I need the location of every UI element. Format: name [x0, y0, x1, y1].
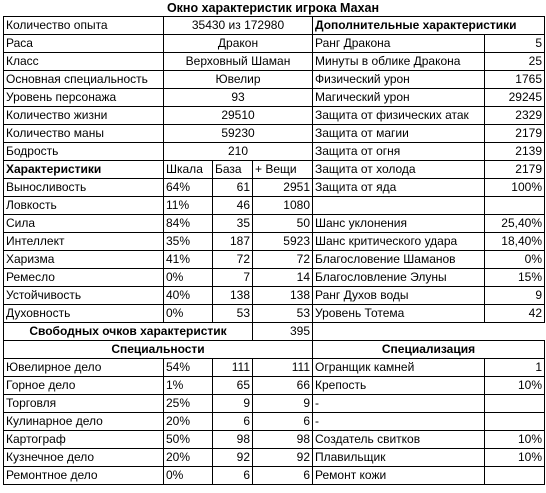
specialty-name: Торговля	[4, 395, 164, 413]
characteristic-base: 72	[213, 251, 253, 269]
specialty-row	[4, 467, 545, 485]
additional-label: Шанс уклонения	[313, 215, 485, 233]
specialty-row	[4, 431, 545, 449]
specialization-value	[485, 467, 545, 485]
section-header-row	[4, 341, 545, 359]
specialty-row	[4, 359, 545, 377]
characteristic-base: 138	[213, 287, 253, 305]
basic-label: Количество маны	[4, 125, 164, 143]
stats-table	[3, 16, 545, 485]
characteristic-row	[4, 251, 545, 269]
specialization-label: Плавильщик	[313, 449, 485, 467]
additional-label: Защита от огня	[313, 143, 485, 161]
additional-value: 0%	[485, 251, 545, 269]
basic-value: Дракон	[164, 35, 313, 53]
specialty-base: 65	[213, 377, 253, 395]
characteristic-scale: 11%	[164, 197, 213, 215]
stats-table-body	[4, 17, 545, 485]
additional-value: 25,40%	[485, 215, 545, 233]
specialization-value: 10%	[485, 449, 545, 467]
additional-label	[313, 197, 485, 215]
basic-label: Количество жизни	[4, 107, 164, 125]
characteristic-scale: 0%	[164, 305, 213, 323]
characteristic-items: 5923	[253, 233, 313, 251]
characteristics-header-row	[4, 161, 545, 179]
additional-label: Физический урон	[313, 71, 485, 89]
basic-row	[4, 107, 545, 125]
specialty-row	[4, 395, 545, 413]
specialization-value	[485, 395, 545, 413]
additional-value: 25	[485, 53, 545, 71]
specialization-value: 10%	[485, 377, 545, 395]
specialty-items: 92	[253, 449, 313, 467]
specialization-value: 1	[485, 359, 545, 377]
free-points-label: Свободных очков характеристик	[4, 323, 253, 341]
specialty-name: Картограф	[4, 431, 164, 449]
specialty-name: Горное дело	[4, 377, 164, 395]
additional-value: 2179	[485, 161, 545, 179]
specialization-value	[485, 413, 545, 431]
characteristic-name: Выносливость	[4, 179, 164, 197]
characteristic-row	[4, 233, 545, 251]
basic-label: Бодрость	[4, 143, 164, 161]
specialization-label: Огранщик камней	[313, 359, 485, 377]
basic-row	[4, 35, 545, 53]
specialty-scale: 50%	[164, 431, 213, 449]
basic-row	[4, 71, 545, 89]
specialization-value: 10%	[485, 431, 545, 449]
specialties-header: Специальности	[4, 341, 313, 359]
empty-cell	[313, 323, 485, 341]
specialty-name: Кулинарное дело	[4, 413, 164, 431]
specialty-scale: 20%	[164, 413, 213, 431]
additional-value: 2179	[485, 125, 545, 143]
specialty-items: 98	[253, 431, 313, 449]
additional-label: Уровень Тотема	[313, 305, 485, 323]
specialty-base: 98	[213, 431, 253, 449]
characteristic-items: 2951	[253, 179, 313, 197]
specialty-items: 6	[253, 467, 313, 485]
specialty-scale: 1%	[164, 377, 213, 395]
exp-label: Количество опыта	[4, 17, 164, 35]
characteristic-scale: 84%	[164, 215, 213, 233]
specialization-label: Крепость	[313, 377, 485, 395]
characteristic-row	[4, 215, 545, 233]
characteristic-row	[4, 197, 545, 215]
specialization-header: Специализация	[313, 341, 545, 359]
sheet-title: Окно характеристик игрока Махан	[166, 1, 380, 15]
characteristic-base: 53	[213, 305, 253, 323]
additional-value: 2329	[485, 107, 545, 125]
additional-label: Шанс критического удара	[313, 233, 485, 251]
additional-label: Магический урон	[313, 89, 485, 107]
specialty-row	[4, 449, 545, 467]
characteristic-row	[4, 287, 545, 305]
basic-value: Ювелир	[164, 71, 313, 89]
basic-value: 93	[164, 89, 313, 107]
specialty-base: 9	[213, 395, 253, 413]
free-points-value: 395	[253, 323, 313, 341]
additional-label: Защита от холода	[313, 161, 485, 179]
basic-label: Основная специальность	[4, 71, 164, 89]
base-header: База	[213, 161, 253, 179]
additional-label: Защита от физических атак	[313, 107, 485, 125]
specialty-items: 6	[253, 413, 313, 431]
additional-value: 2139	[485, 143, 545, 161]
characteristic-base: 46	[213, 197, 253, 215]
characteristic-name: Устойчивость	[4, 287, 164, 305]
additional-label: Минуты в облике Дракона	[313, 53, 485, 71]
characteristic-name: Ловкость	[4, 197, 164, 215]
specialty-scale: 0%	[164, 467, 213, 485]
basic-row	[4, 89, 545, 107]
characteristic-name: Харизма	[4, 251, 164, 269]
characteristic-scale: 41%	[164, 251, 213, 269]
specialization-label: -	[313, 395, 485, 413]
characteristic-scale: 40%	[164, 287, 213, 305]
basic-row	[4, 125, 545, 143]
basic-row	[4, 53, 545, 71]
additional-label: Благословение Шаманов	[313, 251, 485, 269]
specialty-row	[4, 413, 545, 431]
basic-value: 29510	[164, 107, 313, 125]
items-header: + Вещи	[253, 161, 313, 179]
specialty-base: 111	[213, 359, 253, 377]
specialty-base: 92	[213, 449, 253, 467]
characteristic-items: 72	[253, 251, 313, 269]
basic-value: 59230	[164, 125, 313, 143]
characteristic-name: Духовность	[4, 305, 164, 323]
characteristic-name: Сила	[4, 215, 164, 233]
scale-header: Шкала	[164, 161, 213, 179]
specialty-items: 66	[253, 377, 313, 395]
specialty-row	[4, 377, 545, 395]
additional-label: Ранг Дракона	[313, 35, 485, 53]
characteristic-row	[4, 269, 545, 287]
additional-label: Благословление Элуны	[313, 269, 485, 287]
characteristic-items: 138	[253, 287, 313, 305]
additional-label: Защита от магии	[313, 125, 485, 143]
additional-value: 42	[485, 305, 545, 323]
empty-cell	[485, 323, 545, 341]
characteristic-base: 7	[213, 269, 253, 287]
characteristic-base: 35	[213, 215, 253, 233]
additional-header: Дополнительные характеристики	[313, 17, 545, 35]
characteristic-base: 187	[213, 233, 253, 251]
basic-row	[4, 143, 545, 161]
exp-row	[4, 17, 545, 35]
specialization-label: Ремонт кожи	[313, 467, 485, 485]
basic-value: Верховный Шаман	[164, 53, 313, 71]
basic-label: Класс	[4, 53, 164, 71]
characteristic-scale: 64%	[164, 179, 213, 197]
additional-value: 15%	[485, 269, 545, 287]
specialty-base: 6	[213, 413, 253, 431]
characteristic-name: Ремесло	[4, 269, 164, 287]
characteristic-base: 61	[213, 179, 253, 197]
characteristic-row	[4, 305, 545, 323]
specialty-name: Кузнечное дело	[4, 449, 164, 467]
additional-value: 9	[485, 287, 545, 305]
characteristic-scale: 0%	[164, 269, 213, 287]
characteristic-scale: 35%	[164, 233, 213, 251]
additional-value: 5	[485, 35, 545, 53]
additional-value: 29245	[485, 89, 545, 107]
additional-label: Защита от яда	[313, 179, 485, 197]
characteristic-items: 53	[253, 305, 313, 323]
specialty-scale: 20%	[164, 449, 213, 467]
additional-value: 18,40%	[485, 233, 545, 251]
characteristic-row	[4, 179, 545, 197]
additional-label: Ранг Духов воды	[313, 287, 485, 305]
additional-value: 1765	[485, 71, 545, 89]
specialty-name: Ювелирное дело	[4, 359, 164, 377]
specialization-label: Создатель свитков	[313, 431, 485, 449]
basic-value: 210	[164, 143, 313, 161]
free-points-row	[4, 323, 545, 341]
characteristics-header: Характеристики	[4, 161, 164, 179]
characteristic-name: Интеллект	[4, 233, 164, 251]
exp-value: 35430 из 172980	[164, 17, 313, 35]
specialty-items: 111	[253, 359, 313, 377]
specialty-base: 6	[213, 467, 253, 485]
specialty-name: Ремонтное дело	[4, 467, 164, 485]
specialty-scale: 54%	[164, 359, 213, 377]
specialty-scale: 25%	[164, 395, 213, 413]
characteristic-items: 50	[253, 215, 313, 233]
characteristic-items: 14	[253, 269, 313, 287]
basic-label: Уровень персонажа	[4, 89, 164, 107]
additional-value: 100%	[485, 179, 545, 197]
characteristic-items: 1080	[253, 197, 313, 215]
additional-value	[485, 197, 545, 215]
basic-label: Раса	[4, 35, 164, 53]
specialty-items: 9	[253, 395, 313, 413]
specialization-label: -	[313, 413, 485, 431]
